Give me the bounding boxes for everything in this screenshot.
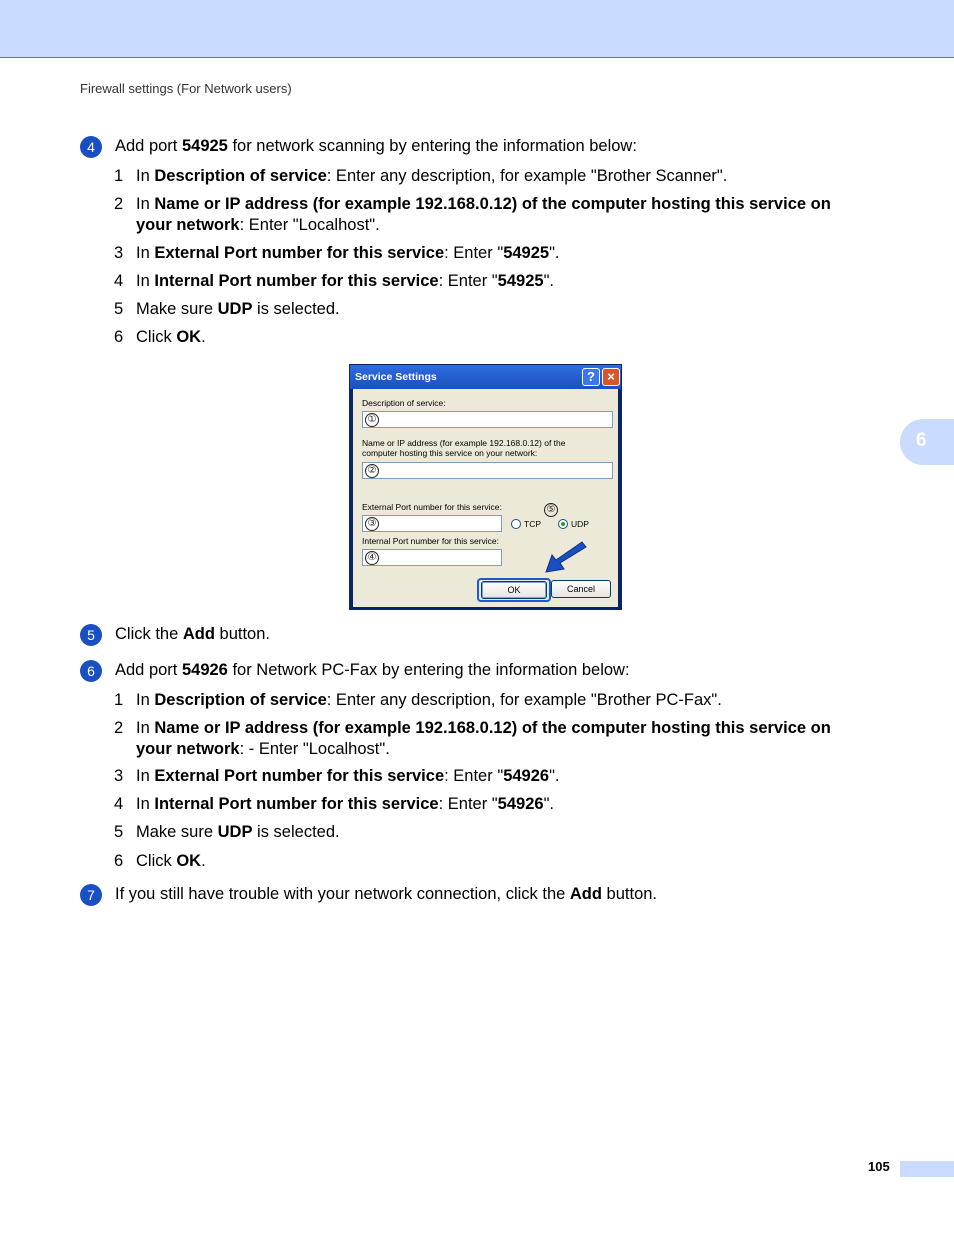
udp-label: UDP (571, 519, 589, 529)
callout-3: ③ (365, 517, 379, 531)
dialog-titlebar (350, 365, 621, 389)
name-label-line1: Name or IP address (for example 192.168.0.12) of the (362, 438, 566, 448)
step-marker: 4 (80, 136, 102, 158)
chapter-number: 6 (916, 430, 927, 451)
description-input[interactable] (362, 411, 613, 428)
dialog-title: Service Settings (355, 371, 437, 383)
step-marker: 7 (80, 884, 102, 906)
arrow-icon (542, 539, 588, 575)
description-label: Description of service: (362, 398, 446, 408)
host-name-input[interactable] (362, 462, 613, 479)
step-marker: 5 (80, 624, 102, 646)
udp-radio[interactable] (558, 519, 568, 529)
ok-button[interactable]: OK (481, 581, 547, 599)
service-settings-dialog (349, 364, 622, 610)
tcp-radio[interactable] (511, 519, 521, 529)
callout-2: ② (365, 464, 379, 478)
callout-4: ④ (365, 551, 379, 565)
page-number: 105 (868, 1159, 890, 1174)
tcp-label: TCP (524, 519, 541, 529)
internal-port-label: Internal Port number for this service: (362, 536, 500, 546)
help-button[interactable]: ? (582, 368, 600, 386)
chapter-tab (900, 419, 954, 465)
external-port-label: External Port number for this service: (362, 502, 502, 512)
footer-bar (900, 1161, 954, 1177)
step-text: Add port 54926 for Network PC-Fax by entering the information below: (115, 661, 630, 679)
step-text: Click the Add button. (115, 625, 270, 643)
step-marker: 6 (80, 660, 102, 682)
callout-5: ⑤ (544, 503, 558, 517)
step-text: If you still have trouble with your network connection, click the Add button. (115, 885, 658, 903)
close-button[interactable]: × (602, 368, 620, 386)
cancel-button[interactable]: Cancel (551, 580, 611, 598)
dialog-body (353, 389, 618, 607)
internal-port-input[interactable] (362, 549, 502, 566)
header-band (0, 0, 954, 58)
callout-1: ① (365, 413, 379, 427)
step-text: Add port 54925 for network scanning by entering the information below: (115, 137, 637, 155)
running-header: Firewall settings (For Network users) (80, 81, 292, 96)
name-label-line2: computer hosting this service on your network: (362, 448, 538, 458)
external-port-input[interactable] (362, 515, 502, 532)
